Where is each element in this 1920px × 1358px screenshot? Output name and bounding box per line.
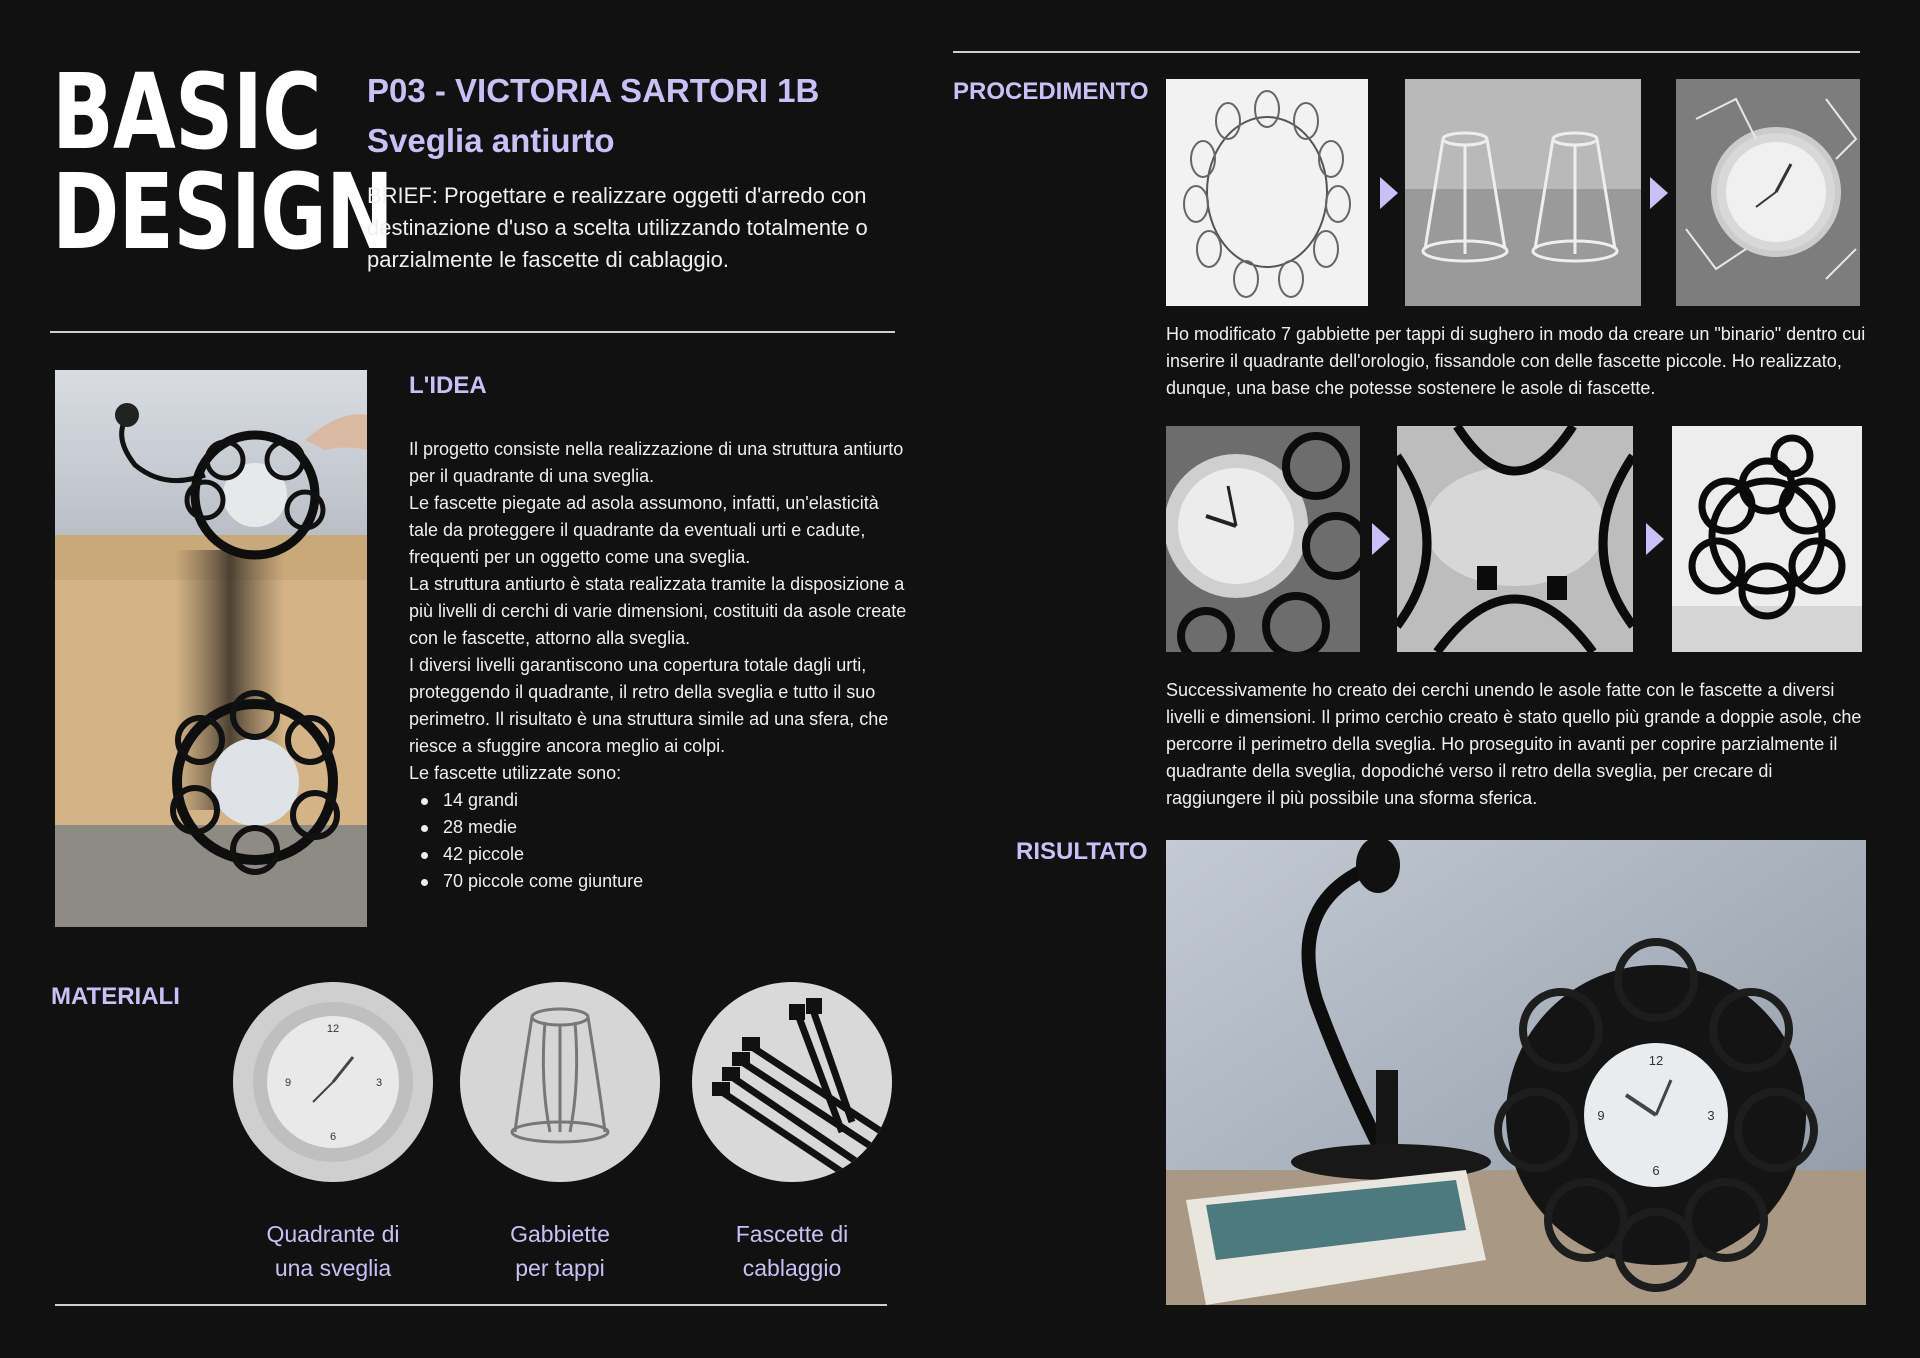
process-photo-5: [1397, 426, 1633, 652]
list-item: 42 piccole: [409, 841, 909, 868]
clock-face-image: [233, 982, 433, 1182]
material-caption-clock: [223, 1217, 443, 1285]
svg-text:12: 12: [1648, 1053, 1664, 1068]
material-photo-zipties: [692, 982, 892, 1182]
arrow-icon: [1646, 523, 1664, 555]
material-photo-clock: [233, 982, 433, 1182]
process-text-1: Ho modificato 7 gabbiette per tappi di sughero in modo da creare un "binario" dentro cui inserire il quadrante dell'orologio, fissandole con delle fascette piccole. Ho realizzato, dunque, una base che potesse sostenere le asole di fascette.: [1166, 324, 1866, 398]
svg-text:9: 9: [284, 1077, 292, 1089]
caption-line: Fascette di: [735, 1221, 849, 1247]
sphere-image: [1672, 426, 1862, 652]
materials-heading: MATERIALI: [51, 983, 180, 1010]
project-code: P03 - VICTORIA SARTORI 1B: [367, 72, 820, 109]
process-photo-4: [1166, 426, 1360, 652]
brief-text: BRIEF: Progettare e realizzare oggetti d'arredo con destinazione d'uso a scelta utilizzando totalmente o parzialmente le fascette di cablaggio.: [367, 183, 868, 272]
svg-text:6: 6: [329, 1131, 337, 1143]
project-name: Sveglia antiurto: [367, 122, 615, 159]
process-photo-3: [1676, 79, 1860, 306]
material-caption-cage: [450, 1217, 670, 1285]
arrow-icon: [1372, 523, 1390, 555]
process-photo-6: [1672, 426, 1862, 652]
caption-line: una sveglia: [274, 1255, 392, 1281]
arrow-icon: [1650, 177, 1668, 209]
result-heading: RISULTATO: [1016, 838, 1148, 865]
svg-text:3: 3: [375, 1077, 383, 1089]
process-photo-2: [1405, 79, 1641, 306]
arrow-icon: [1380, 177, 1398, 209]
divider-top-left: [50, 331, 895, 333]
sketch-image: [1166, 79, 1368, 306]
main-title: [52, 51, 394, 273]
material-caption-zipties: [682, 1217, 902, 1285]
caption-line: per tappi: [515, 1255, 605, 1281]
list-item: 14 grandi: [409, 787, 909, 814]
list-item: 70 piccole come giunture: [409, 868, 909, 895]
clock-closeup-image: [1166, 426, 1360, 652]
svg-text:9: 9: [1597, 1108, 1605, 1123]
svg-text:3: 3: [1707, 1108, 1715, 1123]
process-heading: PROCEDIMENTO: [953, 78, 1149, 105]
wire-cage-image: [460, 982, 660, 1182]
idea-heading: L'IDEA: [409, 372, 487, 399]
main-title-line2: DESIGN: [52, 151, 394, 273]
ties-detail-image: [1397, 426, 1633, 652]
material-photo-cage: [460, 982, 660, 1182]
list-item: 28 medie: [409, 814, 909, 841]
divider-top-right: [953, 51, 1860, 53]
cages-image: [1405, 79, 1641, 306]
main-title-line1: BASIC: [52, 51, 321, 173]
result-photo: [1166, 840, 1866, 1305]
process-text-2: Successivamente ho creato dei cerchi unendo le asole fatte con le fascette a diversi livelli e dimensioni. Il primo cerchio creato è stato quello più grande a doppie asole, che percorre il perimetro della sveglia. Ho proseguito in avanti per coprire parzialmente il quadrante della sveglia, dopodiché verso il retro della sveglia, per crecare di raggiungere il più possibile una sforma sferica.: [1166, 680, 1862, 808]
process-photo-1: [1166, 79, 1368, 306]
idea-paragraph: Il progetto consiste nella realizzazione di una struttura antiurto per il quadrante di una sveglia. Le fascette piegate ad asola assumono, infatti, un'elasticità tale da proteggere il quadrante da eventuali urti e cadute, frequenti per un oggetto come una sveglia. La struttura antiurto è stata realizzata tramite la disposizione a più livelli di cerchi di varie dimensioni, costituiti da asole create con le fascette, attorno alla sveglia. I diversi livelli garantiscono una copertura totale dagli urti, proteggendo il quadrante, il retro della sveglia e tutto il suo perimetro. Il risultato è una struttura simile ad una sfera, che riesce a sfuggire ancora meglio ai colpi. Le fascette utilizzate sono:: [409, 439, 907, 783]
idea-photo-collage: [55, 370, 367, 927]
clock-in-cages-image: [1676, 79, 1860, 306]
idea-photo-image: [55, 370, 367, 927]
final-clock-image: [1166, 840, 1866, 1305]
caption-line: Quadrante di: [266, 1221, 400, 1247]
divider-bottom-left: [55, 1304, 887, 1306]
svg-text:12: 12: [326, 1023, 340, 1035]
idea-body: [409, 436, 909, 895]
materials-count-list: [409, 787, 909, 895]
svg-text:6: 6: [1652, 1163, 1660, 1178]
caption-line: Gabbiette: [510, 1221, 610, 1247]
zip-ties-image: [692, 982, 892, 1182]
caption-line: cablaggio: [742, 1255, 842, 1281]
